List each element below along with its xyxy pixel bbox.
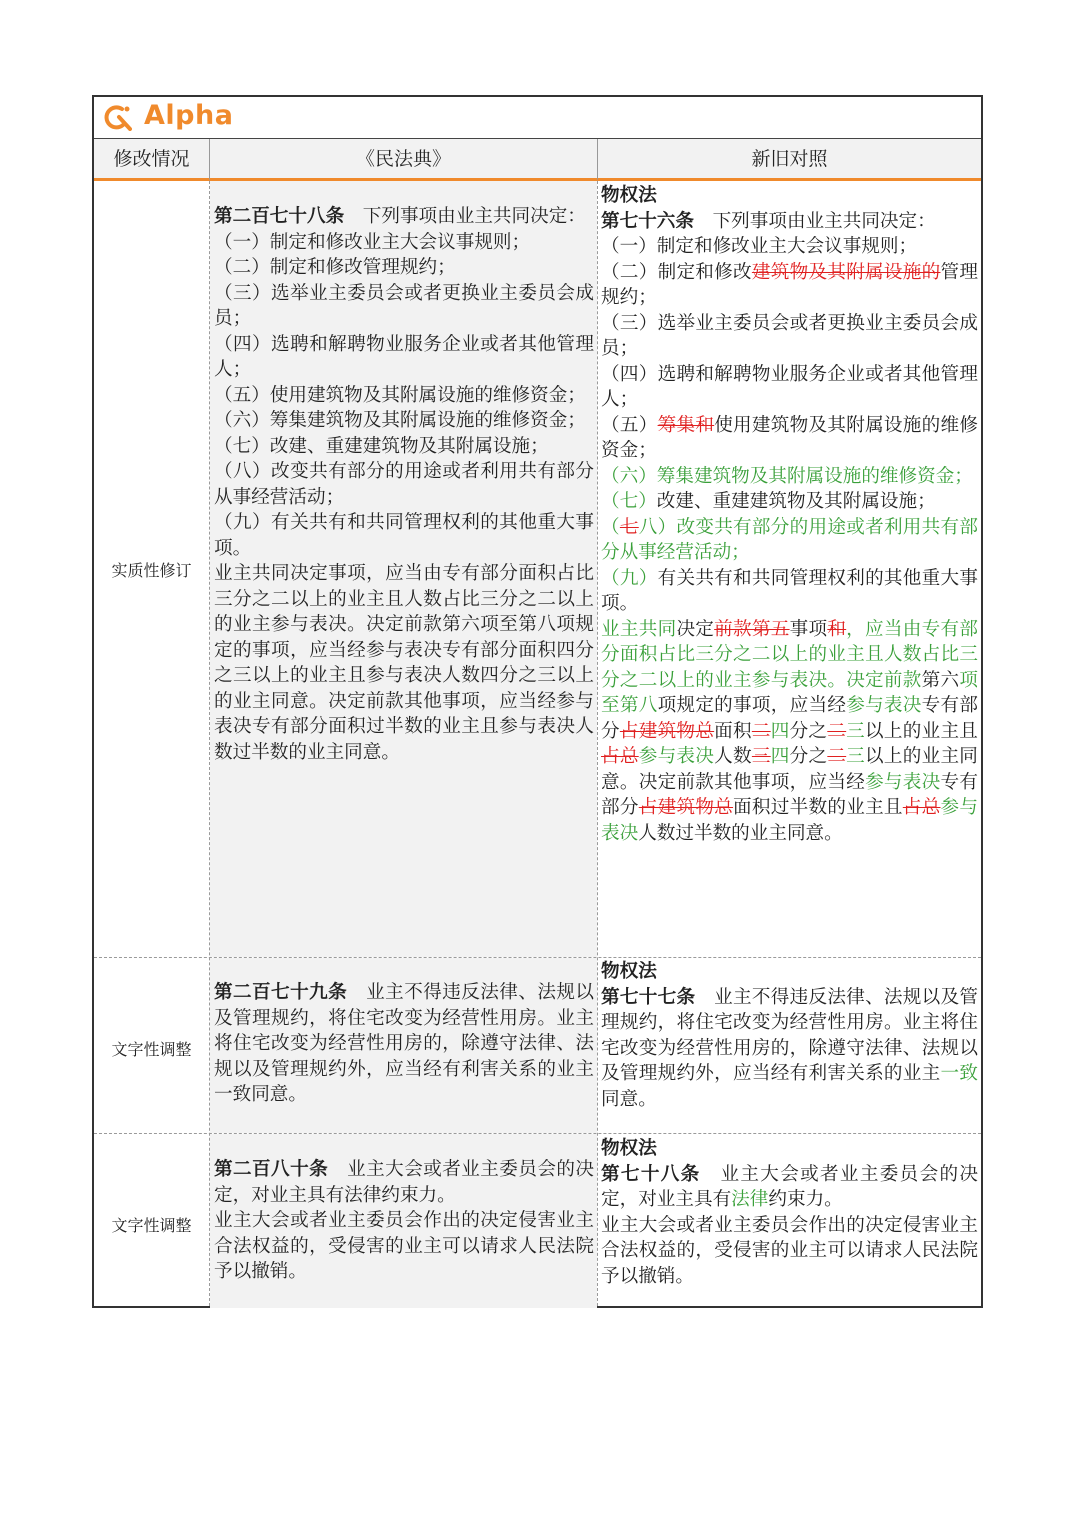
article-number: 第二百八十条: [214, 1159, 329, 1180]
unchanged-text: 项规定的事项，应当经: [657, 695, 847, 716]
unchanged-text: 人数过半数的业主同意。: [638, 822, 843, 844]
article-number: 第七十七条: [601, 986, 696, 1008]
header-comparison: 新旧对照: [598, 139, 981, 181]
unchanged-text: 有关共有和共同管理权利的其他重大事项。: [601, 567, 978, 614]
brand-name: Alpha: [144, 100, 234, 131]
unchanged-text: 决定: [676, 618, 715, 640]
added-text: 四: [770, 720, 790, 742]
unchanged-text: 改建、重建建筑物及其附属设施；: [656, 491, 936, 512]
unchanged-text: 专有部分: [601, 695, 978, 742]
article-number: 第七十六条: [601, 210, 694, 232]
article-text: 下列事项由业主共同决定：: [344, 206, 586, 227]
row-label: 文字性调整: [111, 1216, 192, 1235]
compare-article-76: [601, 183, 978, 846]
added-text: （六）筹集建筑物及其附属设施的维修资金；: [601, 465, 973, 487]
deleted-text: 二: [827, 720, 847, 742]
deleted-text: 占总: [601, 746, 639, 767]
unchanged-text: 业主大会或者业主委员会作出的决定侵害业主合法权益的，受侵害的业主可以请求人民法院予以撤销。: [601, 1214, 978, 1287]
list-item: （七）改建、重建建筑物及其附属设施；: [214, 435, 549, 457]
deleted-text: 占建筑物总: [638, 797, 734, 818]
unchanged-text: 第六: [921, 669, 960, 691]
compare-article-78: [601, 1136, 978, 1289]
law-name: 物权法: [601, 185, 657, 206]
unchanged-text: 面积过半数的业主且: [733, 797, 903, 818]
unchanged-text: 分之: [789, 746, 828, 767]
unchanged-text: （一）制定和修改业主大会议事规则；: [601, 236, 918, 257]
added-text: 八）改变共有部分的用途或者利用共有部分从事经营活动；: [601, 516, 978, 563]
deleted-text: 二: [751, 720, 771, 742]
article-paragraph: 业主共同决定事项，应当由专有部分面积占比三分之二以上的业主且人数占比三分之二以上的业主参与表决。决定前款第六项至第八项规定的事项，应当经参与表决专有部分面积四分之三以上的业主且参与表决人数四分之三以上的业主同意。决定前款其他事项，应当经参与表决专有部分面积过半数的业主且参与表决人数过半数的业主同意。: [214, 563, 594, 763]
unchanged-text: （四）选聘和解聘物业服务企业或者其他管理人；: [601, 363, 978, 410]
unchanged-text: 业主大会或者业主委员会的决定，对业主具有: [601, 1163, 978, 1210]
list-item: （一）制定和修改业主大会议事规则；: [214, 231, 531, 253]
unchanged-text: （三）选举业主委员会或者更换业主委员会成员；: [601, 312, 978, 359]
added-text: （: [601, 516, 620, 538]
added-text: 三: [846, 720, 866, 742]
alpha-logo-icon: [102, 103, 132, 131]
unchanged-text: 专有部分: [601, 771, 978, 818]
column-divider: [597, 181, 598, 1306]
unchanged-text: 业主不得违反法律、法规以及管理规约，将住宅改变为经营性用房。业主将住宅改变为经营性用房的，除遵守法律、法规以及管理规约外，应当经有利害关系的业主: [601, 986, 978, 1084]
unchanged-text: 同意。: [601, 1088, 657, 1110]
unchanged-text: 使用建筑物及其附属设施的维修资金；: [601, 414, 978, 461]
article-text: 业主大会或者业主委员会的决定，对业主具有法律约束力。: [214, 1159, 594, 1206]
article-number: 第七十八条: [601, 1163, 701, 1185]
article-text: 业主不得违反法律、法规以及管理规约，将住宅改变为经营性用房。业主将住宅改变为经营性用房的，除遵守法律、法规以及管理规约外，应当经有利害关系的业主一致同意。: [214, 982, 594, 1105]
unchanged-text: 分之: [789, 720, 828, 742]
deleted-text: 占总: [902, 797, 941, 818]
deleted-text: 七: [619, 516, 639, 538]
unchanged-text: （二）制定和修改: [601, 261, 752, 283]
unchanged-text: 以上的业主同意。决定前款其他事项，应当经: [601, 746, 978, 793]
row-divider: [94, 1133, 981, 1134]
list-item: （二）制定和修改管理规约；: [214, 257, 456, 278]
column-divider: [209, 181, 210, 1306]
comparison-table: [92, 95, 983, 1308]
deleted-text: 建筑物及其附属设施的: [751, 261, 941, 283]
row-label: 文字性调整: [111, 1040, 192, 1059]
civil-article-280: [214, 1157, 594, 1285]
added-text: （七）: [601, 491, 657, 512]
deleted-text: 和: [827, 618, 847, 640]
added-text: 项至第八: [601, 669, 978, 716]
added-text: 参与表决: [865, 771, 941, 793]
unchanged-text: 人数: [714, 746, 752, 767]
list-item: （六）筹集建筑物及其附属设施的维修资金；: [214, 410, 586, 431]
unchanged-text: 管理规约；: [601, 261, 978, 308]
added-text: 业主共同: [601, 618, 677, 640]
civil-article-278: [214, 204, 594, 765]
article-paragraph: 业主大会或者业主委员会作出的决定侵害业主合法权益的，受侵害的业主可以请求人民法院予以撤销。: [214, 1210, 594, 1282]
added-text: 三: [846, 746, 866, 767]
added-text: ，应当由专有部分面积占比三分之二以上的业主且人数占比三分之二以上的业主参与表决。决定前款: [601, 618, 978, 691]
added-text: 四: [770, 746, 790, 767]
header-modification: 修改情况: [94, 139, 210, 181]
deleted-text: 筹集和: [657, 414, 715, 436]
unchanged-text: 以上的业主且: [865, 720, 978, 742]
row-divider: [94, 957, 981, 958]
header-civil-code: 《民法典》: [210, 139, 598, 181]
list-item: （五）使用建筑物及其附属设施的维修资金；: [214, 384, 586, 406]
added-text: 参与表决: [846, 695, 922, 716]
list-item: （四）选聘和解聘物业服务企业或者其他管理人；: [214, 333, 594, 380]
list-item: （九）有关共有和共同管理权利的其他重大事项。: [214, 512, 594, 559]
compare-article-77: [601, 959, 978, 1112]
added-text: 一致: [940, 1063, 978, 1084]
unchanged-text: 约束力。: [768, 1189, 843, 1210]
unchanged-text: （五）: [601, 414, 658, 436]
list-item: （三）选举业主委员会或者更换业主委员会成员；: [214, 282, 594, 329]
deleted-text: 三: [751, 746, 771, 767]
deleted-text: 二: [827, 746, 847, 767]
law-name: 物权法: [601, 1138, 657, 1159]
unchanged-text: 下列事项由业主共同决定：: [693, 210, 936, 232]
added-text: 参与表决: [601, 797, 978, 844]
deleted-text: 占建筑物总: [619, 720, 715, 742]
deleted-text: 前款第五: [714, 618, 790, 640]
list-item: （八）改变共有部分的用途或者利用共有部分从事经营活动；: [214, 461, 594, 508]
law-name: 物权法: [601, 961, 657, 982]
article-number: 第二百七十九条: [214, 982, 348, 1003]
added-text: 法律: [731, 1189, 769, 1210]
added-text: 参与表决: [638, 746, 715, 767]
unchanged-text: 面积: [714, 720, 752, 742]
unchanged-text: 事项: [789, 618, 828, 640]
diff-text: [601, 211, 978, 844]
article-number: 第二百七十八条: [214, 206, 345, 227]
civil-article-279: [214, 980, 594, 1108]
row-label: 实质性修订: [111, 561, 192, 580]
brand-bar: [94, 97, 981, 139]
added-text: （九）: [601, 567, 658, 589]
